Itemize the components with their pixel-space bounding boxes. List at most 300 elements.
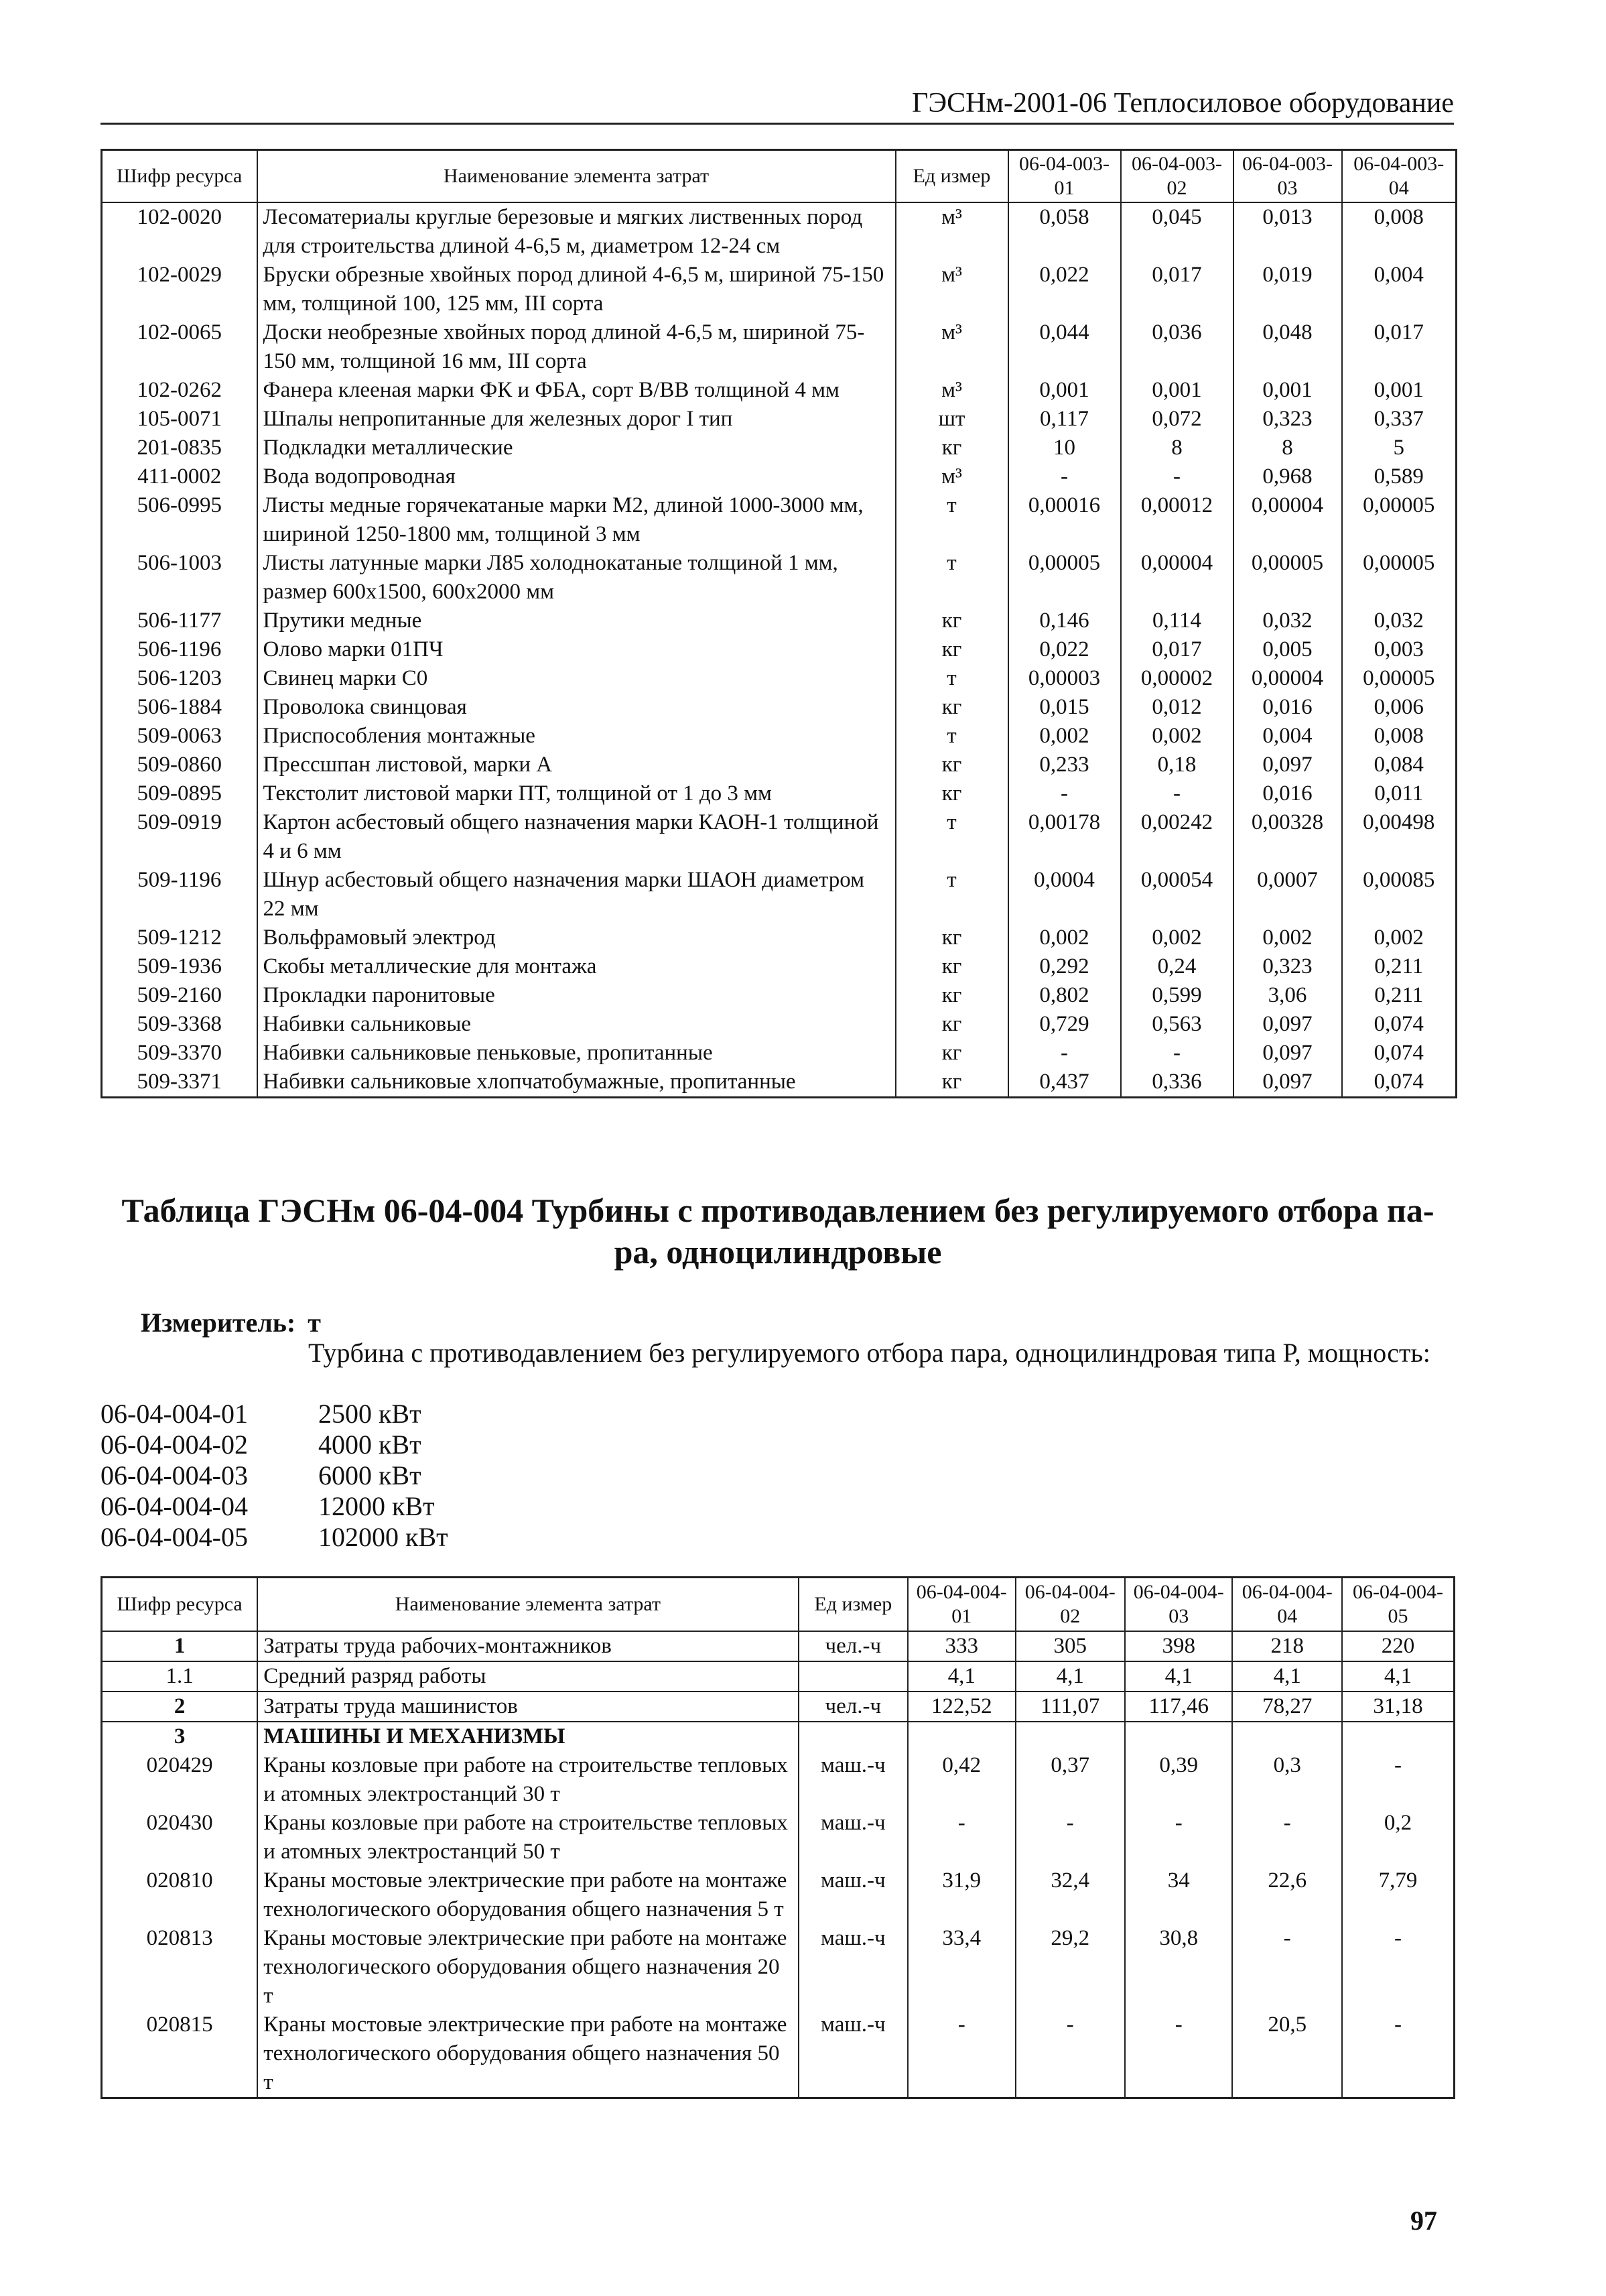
meter-label: Измеритель: xyxy=(141,1308,296,1338)
value-cell: 0,589 xyxy=(1342,462,1457,491)
variant-item xyxy=(101,1399,448,1429)
value-cell: 0,437 xyxy=(1008,1068,1121,1098)
unit-cell: кг xyxy=(896,635,1008,664)
value-cell: 0,39 xyxy=(1125,1751,1232,1809)
value-cell: 0,017 xyxy=(1121,261,1233,318)
resource-code-cell: 506-1196 xyxy=(102,635,257,664)
table-row xyxy=(102,2011,1455,2098)
resource-name-cell: Краны козловые при работе на строительстве тепловых и атомных электростанций 30 т xyxy=(257,1751,798,1809)
resource-code-cell: 509-0895 xyxy=(102,779,257,808)
variant-code: 06-04-004-05 xyxy=(101,1522,248,1552)
value-cell: 305 xyxy=(1016,1631,1125,1661)
resources-table-003 xyxy=(101,149,1457,1098)
resource-code-cell: 506-1884 xyxy=(102,693,257,722)
value-cell: 0,044 xyxy=(1008,318,1121,376)
resource-code-cell: 3 xyxy=(102,1722,258,1751)
header-cell: 06-04-004-05 xyxy=(1342,1578,1455,1632)
table-row xyxy=(102,808,1457,866)
unit-cell: кг xyxy=(896,1039,1008,1068)
resource-code-cell: 506-1003 xyxy=(102,549,257,607)
value-cell: 0,211 xyxy=(1342,952,1457,981)
resource-code-cell: 509-1196 xyxy=(102,866,257,923)
resource-code-cell: 506-0995 xyxy=(102,491,257,549)
variant-power: 12000 кВт xyxy=(318,1491,435,1521)
table-row xyxy=(102,1631,1455,1661)
resource-name-cell: Затраты труда рабочих-монтажников xyxy=(257,1631,798,1661)
value-cell: - xyxy=(1342,1924,1455,2011)
value-cell: - xyxy=(1232,1924,1341,2011)
value-cell: 0,011 xyxy=(1342,779,1457,808)
unit-cell: т xyxy=(896,549,1008,607)
value-cell: 398 xyxy=(1125,1631,1232,1661)
resource-code-cell: 102-0262 xyxy=(102,376,257,405)
value-cell: 0,00005 xyxy=(1008,549,1121,607)
resource-name-cell: Приспособления монтажные xyxy=(257,722,896,751)
header-cell: Шифр ресурса xyxy=(102,150,257,203)
value-cell: 0,036 xyxy=(1121,318,1233,376)
value-cell: 0,211 xyxy=(1342,981,1457,1010)
value-cell: - xyxy=(1121,1039,1233,1068)
unit-cell: т xyxy=(896,664,1008,693)
value-cell: - xyxy=(1125,1809,1232,1866)
value-cell: 0,045 xyxy=(1121,202,1233,261)
page-number: 97 xyxy=(1410,2206,1437,2236)
value-cell: 32,4 xyxy=(1016,1866,1125,1924)
unit-cell xyxy=(799,1661,908,1692)
resource-code-cell: 020813 xyxy=(102,1924,258,2011)
value-cell: 0,00005 xyxy=(1233,549,1342,607)
value-cell: 0,146 xyxy=(1008,607,1121,635)
header-cell: Ед измер xyxy=(896,150,1008,203)
table-row xyxy=(102,1809,1455,1866)
value-cell: 0,001 xyxy=(1233,376,1342,405)
value-cell: 0,729 xyxy=(1008,1010,1121,1039)
value-cell: - xyxy=(1121,779,1233,808)
value-cell: 3,06 xyxy=(1233,981,1342,1010)
value-cell: 0,017 xyxy=(1342,318,1457,376)
variant-power: 102000 кВт xyxy=(318,1522,448,1552)
resource-code-cell: 020430 xyxy=(102,1809,258,1866)
resource-name-cell: Текстолит листовой марки ПТ, толщиной от 1 до 3 мм xyxy=(257,779,896,808)
value-cell: 34 xyxy=(1125,1866,1232,1924)
value-cell xyxy=(1016,1722,1125,1751)
resource-code-cell: 020810 xyxy=(102,1866,258,1924)
resource-code-cell: 509-3368 xyxy=(102,1010,257,1039)
value-cell: 0,117 xyxy=(1008,405,1121,434)
value-cell: 30,8 xyxy=(1125,1924,1232,2011)
value-cell: 0,002 xyxy=(1121,722,1233,751)
resource-code-cell: 102-0065 xyxy=(102,318,257,376)
resource-code-cell: 509-0063 xyxy=(102,722,257,751)
value-cell: 0,2 xyxy=(1342,1809,1455,1866)
value-cell: 0,00012 xyxy=(1121,491,1233,549)
table-row xyxy=(102,549,1457,607)
header-cell: 06-04-003-01 xyxy=(1008,150,1121,203)
value-cell: 31,18 xyxy=(1342,1692,1455,1722)
value-cell: 0,003 xyxy=(1342,635,1457,664)
table-row xyxy=(102,376,1457,405)
resource-name-cell: Бруски обрезные хвойных пород длиной 4-6,5 м, шириной 75-150 мм, толщиной 100, 125 мм, III сорта xyxy=(257,261,896,318)
header-cell: Ед измер xyxy=(799,1578,908,1632)
value-cell: 0,022 xyxy=(1008,635,1121,664)
value-cell xyxy=(1232,1722,1341,1751)
table-row xyxy=(102,1661,1455,1692)
value-cell: - xyxy=(1016,1809,1125,1866)
resource-code-cell: 201-0835 xyxy=(102,434,257,462)
value-cell: 0,032 xyxy=(1342,607,1457,635)
value-cell: 0,00004 xyxy=(1233,664,1342,693)
value-cell: 4,1 xyxy=(908,1661,1015,1692)
resource-name-cell: Скобы металлические для монтажа xyxy=(257,952,896,981)
value-cell: 0,323 xyxy=(1233,405,1342,434)
section-title-line: Таблица ГЭСНм 06-04-004 Турбины с противодавлением без регулируемого отбора па- xyxy=(121,1192,1434,1229)
value-cell: 4,1 xyxy=(1125,1661,1232,1692)
value-cell xyxy=(1342,1722,1455,1751)
unit-cell: маш.-ч xyxy=(799,1751,908,1809)
value-cell: 0,968 xyxy=(1233,462,1342,491)
resource-code-cell: 509-3370 xyxy=(102,1039,257,1068)
table-row xyxy=(102,866,1457,923)
variant-power: 6000 кВт xyxy=(318,1460,421,1490)
resource-name-cell: Средний разряд работы xyxy=(257,1661,798,1692)
variant-item xyxy=(101,1460,448,1491)
value-cell: 33,4 xyxy=(908,1924,1015,2011)
value-cell: 0,00054 xyxy=(1121,866,1233,923)
table-row xyxy=(102,923,1457,952)
resource-name-cell: Набивки сальниковые xyxy=(257,1010,896,1039)
value-cell: - xyxy=(1008,462,1121,491)
value-cell xyxy=(1125,1722,1232,1751)
value-cell: 0,072 xyxy=(1121,405,1233,434)
unit-cell: кг xyxy=(896,1010,1008,1039)
value-cell: 0,00016 xyxy=(1008,491,1121,549)
variant-code: 06-04-004-02 xyxy=(101,1429,248,1460)
value-cell: 0,233 xyxy=(1008,751,1121,779)
resource-name-cell: Вода водопроводная xyxy=(257,462,896,491)
value-cell: 31,9 xyxy=(908,1866,1015,1924)
table-row xyxy=(102,405,1457,434)
resource-code-cell: 105-0071 xyxy=(102,405,257,434)
value-cell xyxy=(908,1722,1015,1751)
header-cell: 06-04-004-04 xyxy=(1232,1578,1341,1632)
table-row xyxy=(102,434,1457,462)
value-cell: 0,017 xyxy=(1121,635,1233,664)
meter-line xyxy=(141,1307,321,1338)
variant-code: 06-04-004-01 xyxy=(101,1399,248,1429)
unit-cell: кг xyxy=(896,981,1008,1010)
section-title xyxy=(101,1190,1455,1273)
table-row xyxy=(102,261,1457,318)
value-cell: 0,0007 xyxy=(1233,866,1342,923)
resource-name-cell: Листы медные горячекатаные марки М2, длиной 1000-3000 мм, шириной 1250-1800 мм, толщиной 3 мм xyxy=(257,491,896,549)
value-cell: 0,097 xyxy=(1233,1010,1342,1039)
value-cell: 0,00005 xyxy=(1342,549,1457,607)
resource-name-cell: Картон асбестовый общего назначения марки КАОН-1 толщиной 4 и 6 мм xyxy=(257,808,896,866)
resource-name-cell: Свинец марки С0 xyxy=(257,664,896,693)
header-cell: Наименование элемента затрат xyxy=(257,1578,798,1632)
header-cell: 06-04-003-04 xyxy=(1342,150,1457,203)
resource-name-cell: Прессшпан листовой, марки А xyxy=(257,751,896,779)
value-cell: 117,46 xyxy=(1125,1692,1232,1722)
table-row xyxy=(102,1010,1457,1039)
unit-cell: чел.-ч xyxy=(799,1692,908,1722)
unit-cell: кг xyxy=(896,434,1008,462)
value-cell: 0,42 xyxy=(908,1751,1015,1809)
unit-cell: т xyxy=(896,491,1008,549)
variant-power: 2500 кВт xyxy=(318,1399,421,1429)
value-cell: 0,097 xyxy=(1233,1039,1342,1068)
value-cell: - xyxy=(908,2011,1015,2098)
value-cell: 0,002 xyxy=(1008,923,1121,952)
unit-cell: т xyxy=(896,866,1008,923)
table-row xyxy=(102,722,1457,751)
resource-name-cell: Набивки сальниковые пеньковые, пропитанные xyxy=(257,1039,896,1068)
value-cell: 0,002 xyxy=(1233,923,1342,952)
running-header: ГЭСНм-2001-06 Теплосиловое оборудование xyxy=(912,88,1454,119)
value-cell: 8 xyxy=(1233,434,1342,462)
resource-name-cell: Прутики медные xyxy=(257,607,896,635)
table-row xyxy=(102,664,1457,693)
header-rule xyxy=(101,123,1454,125)
table-row xyxy=(102,952,1457,981)
value-cell: 0,004 xyxy=(1342,261,1457,318)
value-cell: 0,00005 xyxy=(1342,664,1457,693)
value-cell: 10 xyxy=(1008,434,1121,462)
value-cell: 22,6 xyxy=(1232,1866,1341,1924)
value-cell: 0,3 xyxy=(1232,1751,1341,1809)
value-cell: 0,001 xyxy=(1342,376,1457,405)
resource-code-cell: 2 xyxy=(102,1692,258,1722)
header-cell: 06-04-004-01 xyxy=(908,1578,1015,1632)
value-cell: - xyxy=(1008,779,1121,808)
resource-name-cell: Шпалы непропитанные для железных дорог I тип xyxy=(257,405,896,434)
resource-code-cell: 509-2160 xyxy=(102,981,257,1010)
resource-name-cell: Шнур асбестовый общего назначения марки ШАОН диаметром 22 мм xyxy=(257,866,896,923)
value-cell: 5 xyxy=(1342,434,1457,462)
table-row xyxy=(102,607,1457,635)
resource-name-cell: Затраты труда машинистов xyxy=(257,1692,798,1722)
variant-code: 06-04-004-03 xyxy=(101,1460,248,1490)
value-cell: 0,337 xyxy=(1342,405,1457,434)
value-cell: 0,802 xyxy=(1008,981,1121,1010)
resource-code-cell: 506-1177 xyxy=(102,607,257,635)
variant-code: 06-04-004-04 xyxy=(101,1491,248,1521)
resource-name-cell: Проволока свинцовая xyxy=(257,693,896,722)
value-cell: 0,074 xyxy=(1342,1068,1457,1098)
unit-cell: кг xyxy=(896,923,1008,952)
section-title-line: ра, одноцилиндровые xyxy=(614,1233,942,1271)
value-cell: 0,18 xyxy=(1121,751,1233,779)
resource-name-cell: Вольфрамовый электрод xyxy=(257,923,896,952)
value-cell: 0,004 xyxy=(1233,722,1342,751)
resource-name-cell: Листы латунные марки Л85 холоднокатаные толщиной 1 мм, размер 600х1500, 600х2000 мм xyxy=(257,549,896,607)
value-cell: 0,008 xyxy=(1342,202,1457,261)
table-row xyxy=(102,1866,1455,1924)
resource-name-cell: Краны козловые при работе на строительстве тепловых и атомных электростанций 50 т xyxy=(257,1809,798,1866)
value-cell: 0,016 xyxy=(1233,693,1342,722)
resource-code-cell: 1 xyxy=(102,1631,258,1661)
header-cell: Шифр ресурса xyxy=(102,1578,258,1632)
unit-cell: т xyxy=(896,808,1008,866)
unit-cell: м³ xyxy=(896,202,1008,261)
value-cell: 29,2 xyxy=(1016,1924,1125,2011)
table-row xyxy=(102,462,1457,491)
value-cell: 0,00004 xyxy=(1233,491,1342,549)
value-cell: - xyxy=(1125,2011,1232,2098)
value-cell: 0,00004 xyxy=(1121,549,1233,607)
value-cell: 0,015 xyxy=(1008,693,1121,722)
value-cell: - xyxy=(1232,1809,1341,1866)
header-cell: 06-04-003-02 xyxy=(1121,150,1233,203)
resource-name-cell: Доски необрезные хвойных пород длиной 4-6,5 м, шириной 75-150 мм, толщиной 16 мм, III сорта xyxy=(257,318,896,376)
table-row xyxy=(102,981,1457,1010)
header-cell: 06-04-004-03 xyxy=(1125,1578,1232,1632)
value-cell: 0,00498 xyxy=(1342,808,1457,866)
resources-table-004 xyxy=(101,1576,1455,2099)
value-cell: 0,074 xyxy=(1342,1010,1457,1039)
table-row xyxy=(102,1924,1455,2011)
resource-name-cell: Лесоматериалы круглые березовые и мягких лиственных пород для строительства длиной 4-6,5 м, диаметром 12-24 см xyxy=(257,202,896,261)
resource-code-cell: 509-0919 xyxy=(102,808,257,866)
unit-cell: м³ xyxy=(896,318,1008,376)
resource-name-cell: Краны мостовые электрические при работе на монтаже технологического оборудования общего назначения 50 т xyxy=(257,2011,798,2098)
unit-cell: маш.-ч xyxy=(799,1809,908,1866)
value-cell: 111,07 xyxy=(1016,1692,1125,1722)
value-cell: - xyxy=(1342,1751,1455,1809)
table-row xyxy=(102,779,1457,808)
value-cell: 0,37 xyxy=(1016,1751,1125,1809)
variant-list xyxy=(101,1399,448,1553)
value-cell: - xyxy=(1121,462,1233,491)
resource-code-cell: 020429 xyxy=(102,1751,258,1809)
resource-name-cell: Набивки сальниковые хлопчатобумажные, пропитанные xyxy=(257,1068,896,1098)
value-cell: 0,005 xyxy=(1233,635,1342,664)
variant-item xyxy=(101,1522,448,1553)
unit-cell: кг xyxy=(896,1068,1008,1098)
value-cell: 0,097 xyxy=(1233,1068,1342,1098)
value-cell: 0,008 xyxy=(1342,722,1457,751)
value-cell: 0,002 xyxy=(1008,722,1121,751)
value-cell: 0,00002 xyxy=(1121,664,1233,693)
value-cell: 0,097 xyxy=(1233,751,1342,779)
value-cell: 0,001 xyxy=(1121,376,1233,405)
value-cell: 0,00178 xyxy=(1008,808,1121,866)
value-cell: 7,79 xyxy=(1342,1866,1455,1924)
resource-code-cell: 102-0020 xyxy=(102,202,257,261)
value-cell: 0,336 xyxy=(1121,1068,1233,1098)
value-cell: 0,002 xyxy=(1121,923,1233,952)
value-cell: 0,00328 xyxy=(1233,808,1342,866)
value-cell: 0,599 xyxy=(1121,981,1233,1010)
resource-name-cell: Краны мостовые электрические при работе на монтаже технологического оборудования общего назначения 20 т xyxy=(257,1924,798,2011)
table-row xyxy=(102,1068,1457,1098)
value-cell: 0,058 xyxy=(1008,202,1121,261)
unit-cell: шт xyxy=(896,405,1008,434)
unit-cell: кг xyxy=(896,693,1008,722)
unit-cell: кг xyxy=(896,952,1008,981)
value-cell: 0,323 xyxy=(1233,952,1342,981)
table-row xyxy=(102,751,1457,779)
variant-power: 4000 кВт xyxy=(318,1429,421,1460)
table-row xyxy=(102,1722,1455,1751)
resource-code-cell: 509-3371 xyxy=(102,1068,257,1098)
value-cell: 20,5 xyxy=(1232,2011,1341,2098)
value-cell: 333 xyxy=(908,1631,1015,1661)
table-row xyxy=(102,1039,1457,1068)
unit-cell: маш.-ч xyxy=(799,2011,908,2098)
value-cell: 0,016 xyxy=(1233,779,1342,808)
value-cell: 0,022 xyxy=(1008,261,1121,318)
value-cell: 0,00085 xyxy=(1342,866,1457,923)
resource-name-cell: Прокладки паронитовые xyxy=(257,981,896,1010)
value-cell: - xyxy=(1008,1039,1121,1068)
resource-name-cell: Олово марки 01ПЧ xyxy=(257,635,896,664)
meter-unit: т xyxy=(308,1308,321,1338)
unit-cell: м³ xyxy=(896,376,1008,405)
unit-cell: маш.-ч xyxy=(799,1866,908,1924)
resource-code-cell: 509-0860 xyxy=(102,751,257,779)
resource-code-cell: 1.1 xyxy=(102,1661,258,1692)
unit-cell: чел.-ч xyxy=(799,1631,908,1661)
unit-cell xyxy=(799,1722,908,1751)
value-cell: 8 xyxy=(1121,434,1233,462)
value-cell: 218 xyxy=(1232,1631,1341,1661)
value-cell: 0,00005 xyxy=(1342,491,1457,549)
table-row xyxy=(102,202,1457,261)
unit-cell: кг xyxy=(896,751,1008,779)
table-row xyxy=(102,693,1457,722)
value-cell: 4,1 xyxy=(1232,1661,1341,1692)
value-cell: 0,24 xyxy=(1121,952,1233,981)
value-cell: 0,032 xyxy=(1233,607,1342,635)
unit-cell: м³ xyxy=(896,261,1008,318)
variant-item xyxy=(101,1429,448,1460)
value-cell: 0,00242 xyxy=(1121,808,1233,866)
value-cell: 0,084 xyxy=(1342,751,1457,779)
resource-name-cell: Фанера клееная марки ФК и ФБА, сорт В/ВВ толщиной 4 мм xyxy=(257,376,896,405)
table-header-row xyxy=(102,1578,1455,1632)
value-cell: - xyxy=(908,1809,1015,1866)
value-cell: 0,114 xyxy=(1121,607,1233,635)
value-cell: 0,001 xyxy=(1008,376,1121,405)
unit-cell: кг xyxy=(896,779,1008,808)
section-description: Турбина с противодавлением без регулируемого отбора пара, одноцилиндровая типа Р, мощность: xyxy=(308,1338,1430,1368)
unit-cell: маш.-ч xyxy=(799,1924,908,2011)
value-cell: 0,006 xyxy=(1342,693,1457,722)
unit-cell: м³ xyxy=(896,462,1008,491)
variant-item xyxy=(101,1491,448,1522)
value-cell: 122,52 xyxy=(908,1692,1015,1722)
value-cell: 0,048 xyxy=(1233,318,1342,376)
value-cell: - xyxy=(1342,2011,1455,2098)
resource-code-cell: 411-0002 xyxy=(102,462,257,491)
value-cell: 0,002 xyxy=(1342,923,1457,952)
resource-name-cell: Краны мостовые электрические при работе на монтаже технологического оборудования общего назначения 5 т xyxy=(257,1866,798,1924)
value-cell: 0,00003 xyxy=(1008,664,1121,693)
value-cell: 0,019 xyxy=(1233,261,1342,318)
value-cell: - xyxy=(1016,2011,1125,2098)
table-row xyxy=(102,318,1457,376)
value-cell: 0,563 xyxy=(1121,1010,1233,1039)
value-cell: 4,1 xyxy=(1342,1661,1455,1692)
value-cell: 0,012 xyxy=(1121,693,1233,722)
header-cell: 06-04-003-03 xyxy=(1233,150,1342,203)
value-cell: 78,27 xyxy=(1232,1692,1341,1722)
resource-code-cell: 509-1212 xyxy=(102,923,257,952)
header-cell: 06-04-004-02 xyxy=(1016,1578,1125,1632)
table-row xyxy=(102,1692,1455,1722)
value-cell: 0,292 xyxy=(1008,952,1121,981)
